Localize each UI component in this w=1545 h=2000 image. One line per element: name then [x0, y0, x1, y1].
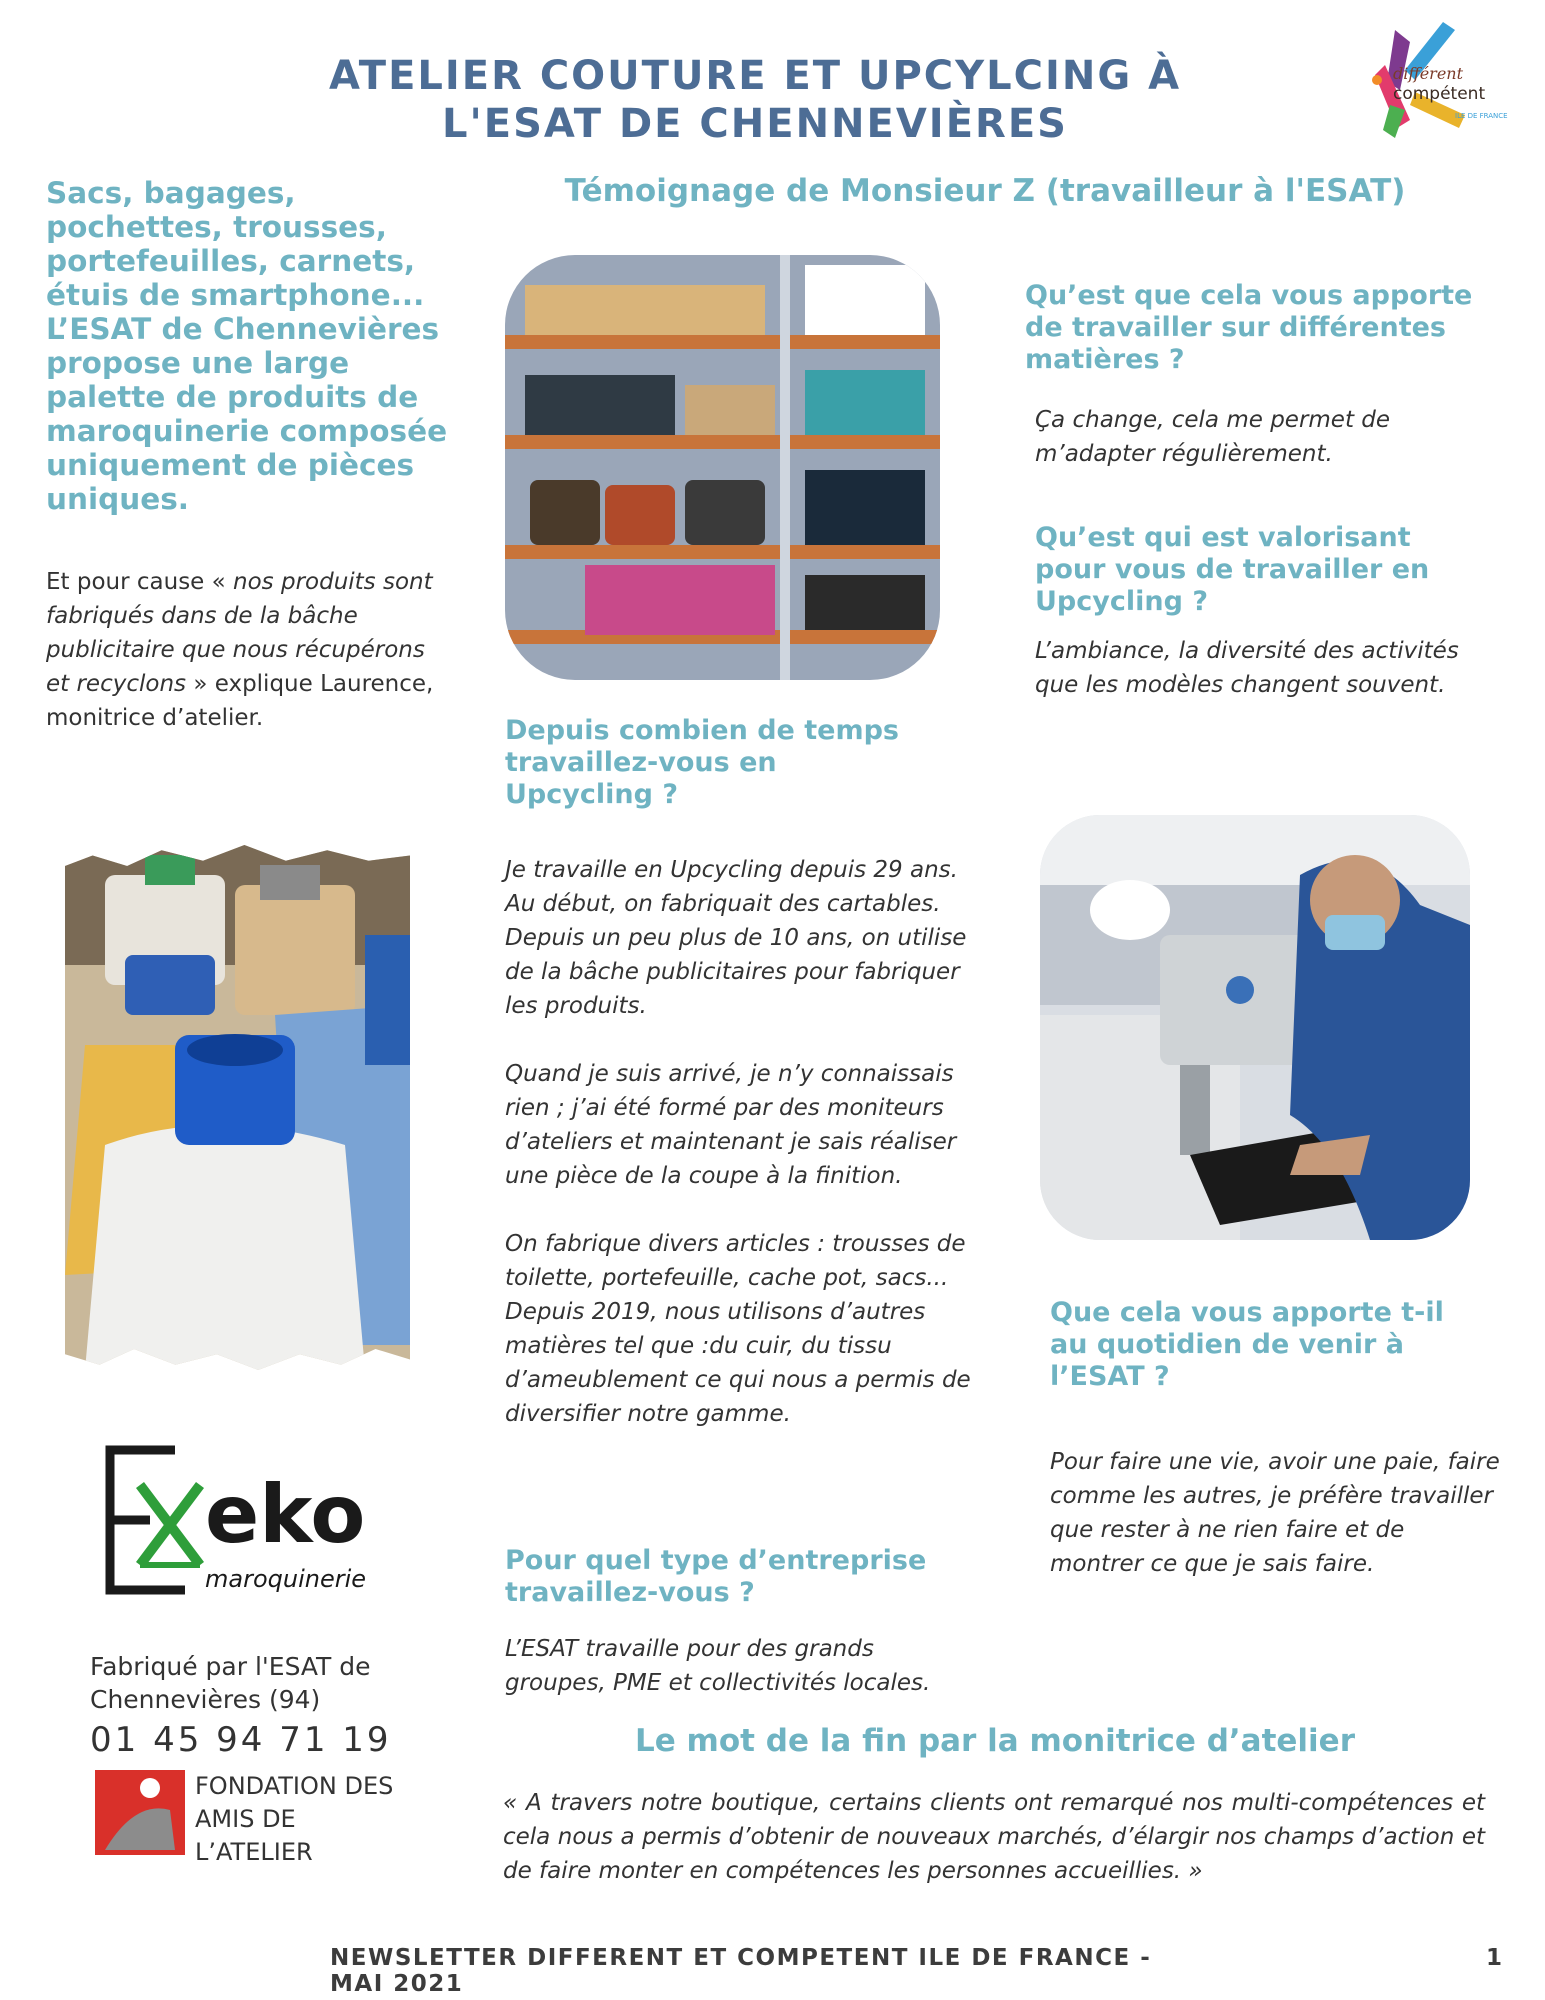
exeko-brand: eko [205, 1468, 366, 1561]
foundation-logo-icon [95, 1770, 185, 1855]
answer-daily: Pour faire une vie, avoir une paie, faire comme les autres, je préfère travailler que rester à ne rien faire et de montrer ce que je sais faire. [1050, 1449, 1500, 1577]
sewing-machine-photo [1040, 815, 1470, 1240]
footer-newsletter: NEWSLETTER DIFFERENT ET COMPETENT ILE DE FRANCE - MAI 2021 [330, 1945, 1152, 1997]
exeko-sub: maroquinerie [205, 1565, 367, 1593]
title-line-2: L'ESAT DE CHENNEVIÈRES [442, 101, 1068, 147]
exeko-logo-block [70, 1425, 410, 1895]
different-competent-logo [1355, 20, 1510, 145]
exeko-phone: 01 45 94 71 19 [90, 1720, 392, 1760]
question-company-type: Pour quel type d’entreprise travaillez-vous ? [505, 1545, 927, 1608]
intro-quote-tail: » explique Laurence, monitrice d’atelier. [46, 671, 434, 731]
shelves-photo [505, 255, 940, 680]
page-title [250, 52, 1260, 148]
final-word-text: « A travers notre boutique, certains clients ont remarqué nos multi-compétences et cela nous a permis d’obtenir de nouveaux marchés, d’élargir nos champs d’action et de faire monter en compétences les personnes accueillies. » [503, 1790, 1485, 1884]
title-line-1: ATELIER COUTURE ET UPCYLCING À [328, 53, 1182, 99]
logo-word-2: compétent [1393, 84, 1486, 104]
thread-spools-photo [65, 845, 410, 1370]
exeko-e-mark-icon [100, 1445, 210, 1595]
intro-quote [46, 565, 446, 735]
foundation-name: FONDATION DES AMIS DE L’ATELIER [195, 1772, 394, 1866]
answer-materials: Ça change, cela me permet de m’adapter régulièrement. [1035, 407, 1391, 467]
answer-duration: Je travaille en Upcycling depuis 29 ans. Au début, on fabriquait des cartables. Depuis un peu plus de 10 ans, on utilise de la bâche publicitaires pour fabriquer les produits. Quand je suis arrivé, je n’y connaissais rien ; j’ai été formé par des moniteurs d’ateliers et maintenant je sais réaliser une pièce de la coupe à la finition. On fabrique divers articles : trousses de toilette, portefeuille, cache pot, sacs... Depuis 2019, nous utilisons d’autres matières tel que :du cuir, du tissu d’ameublement ce qui nous a permis de diversifier notre gamme. [505, 857, 971, 1427]
answer-valorising: L’ambiance, la diversité des activités que les modèles changent souvent. [1035, 638, 1459, 698]
intro-quote-lead: Et pour cause « [46, 569, 234, 595]
exeko-made-by: Fabriqué par l'ESAT de Chennevières (94) [90, 1652, 371, 1714]
intro-quote-italic: nos produits sont fabriqués dans de la bâche publicitaire que nous récupérons et recyclons [46, 569, 433, 697]
testimony-heading: Témoignage de Monsieur Z (travailleur à l'ESAT) [564, 173, 1406, 209]
final-word-heading: Le mot de la fin par la monitrice d’atelier [634, 1723, 1355, 1759]
question-materials: Qu’est que cela vous apporte de travailler sur différentes matières ? [1025, 280, 1473, 375]
logo-region: ILE DE FRANCE [1455, 112, 1508, 120]
logo-word-1: différent [1393, 64, 1464, 83]
question-valorising: Qu’est qui est valorisant pour vous de travailler en Upcycling ? [1035, 522, 1430, 617]
page-number: 1 [1486, 1945, 1503, 1971]
intro-heading: Sacs, bagages, pochettes, trousses, portefeuilles, carnets, étuis de smartphone... L’ESAT de Chennevières propose une large palette de produits de maroquinerie composée uniquement de pièces uniques. [46, 176, 448, 516]
question-duration: Depuis combien de temps travaillez-vous en Upcycling ? [505, 715, 899, 810]
answer-company-type: L’ESAT travaille pour des grands groupes, PME et collectivités locales. [505, 1636, 931, 1696]
question-daily: Que cela vous apporte t-il au quotidien de venir à l’ESAT ? [1050, 1297, 1444, 1392]
